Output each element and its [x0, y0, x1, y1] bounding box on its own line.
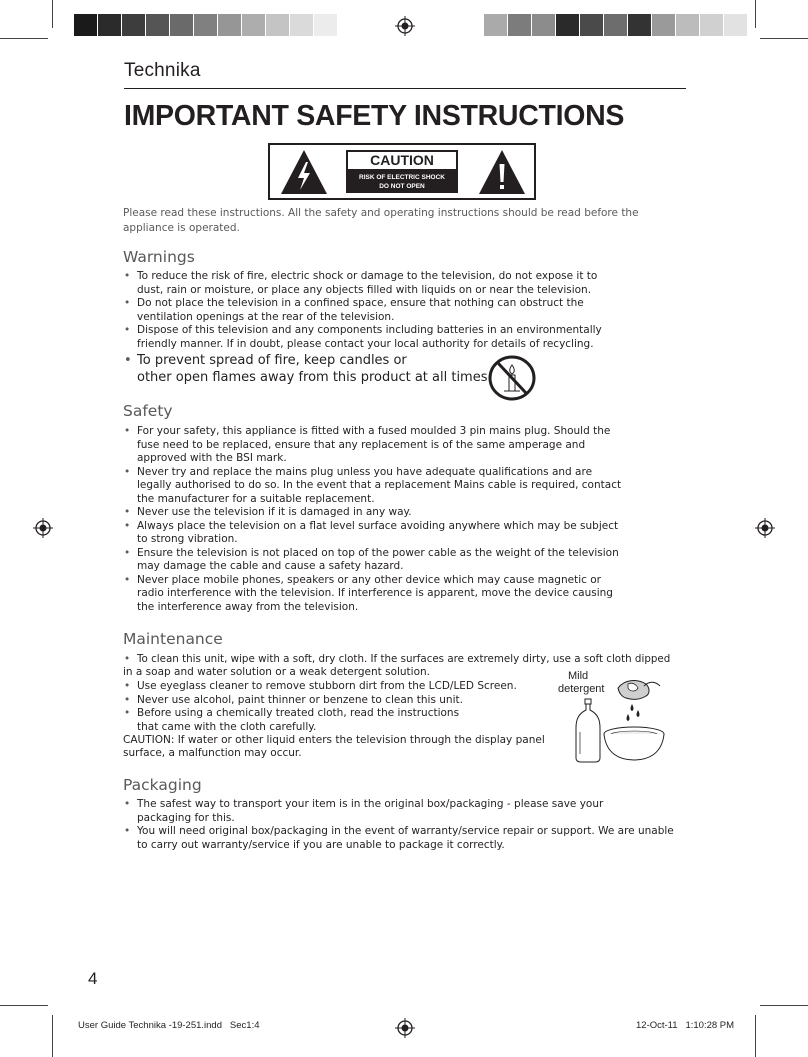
list-item — [123, 352, 618, 386]
caution-word: CAUTION — [346, 150, 458, 171]
list-item: • You will need original box/packaging in the event of warranty/service repair or support. We are unable to carry out warranty/service if you are unable to package it correctly. — [123, 825, 683, 852]
crop-mark — [755, 0, 756, 28]
maintenance-caution-2: surface, a malfunction may occur. — [123, 747, 302, 759]
caution-line-2: DO NOT OPEN — [379, 183, 425, 190]
safety-heading: Safety — [123, 402, 173, 420]
maintenance-first-item — [123, 653, 693, 667]
list-item: • Use eyeglass cleaner to remove stubborn dirt from the LCD/LED Screen. — [123, 680, 518, 694]
registration-mark-icon — [755, 518, 775, 538]
registration-mark-icon — [395, 1018, 415, 1038]
packaging-heading: Packaging — [123, 776, 202, 794]
no-open-flame-icon — [488, 355, 536, 401]
detergent-label-1: Mild — [568, 670, 589, 682]
list-item: • Before using a chemically treated cloth, read the instructions that came with the cloth carefully. — [123, 707, 477, 734]
maintenance-caution-1: CAUTION: If water or other liquid enters the television through the display panel — [123, 734, 545, 746]
caution-label — [268, 143, 536, 200]
header-rule — [124, 88, 686, 89]
exclamation-triangle-icon — [478, 149, 526, 195]
caution-center-panel — [346, 150, 458, 193]
crop-mark — [52, 1015, 53, 1057]
list-item: • To reduce the risk of fire, electric shock or damage to the television, do not expose it to dust, rain or moisture, or place any objects filled with liquids on or near the television. — [123, 270, 618, 297]
maintenance-heading: Maintenance — [123, 630, 223, 648]
list-item: • To clean this unit, wipe with a soft, dry cloth. If the surfaces are extremely dirty, use a soft cloth dipped — [123, 653, 693, 667]
maintenance-list — [123, 680, 518, 734]
page-title: IMPORTANT SAFETY INSTRUCTIONS — [124, 100, 625, 132]
list-item: • Never use alcohol, paint thinner or benzene to clean this unit. — [123, 694, 518, 708]
list-item: • Never try and replace the mains plug unless you have adequate qualifications and are legally authorised to do so. In the event that a replacement Mains cable is required, contact the manufacturer for a suitable replacement. — [123, 466, 623, 507]
list-item: • Never use the television if it is damaged in any way. — [123, 506, 623, 520]
crop-mark — [52, 0, 53, 28]
maintenance-first-cont: in a soap and water solution or a weak detergent solution. — [123, 666, 431, 678]
footer-file-info: User Guide Technika -19-251.indd Sec1:4 — [78, 1020, 260, 1031]
crop-mark — [0, 1005, 48, 1006]
crop-mark — [0, 38, 48, 39]
list-item: • Never place mobile phones, speakers or any other device which may cause magnetic or radio interference with the television. If interference is apparent, move the device causing the interference away from the television. — [123, 574, 623, 615]
crop-mark — [760, 38, 808, 39]
packaging-list — [123, 798, 683, 852]
warnings-list — [123, 270, 618, 386]
flame-warning-line-2: other open flames away from this product at all times — [137, 370, 488, 385]
caution-line-1: RISK OF ELECTRIC SHOCK — [359, 174, 445, 181]
registration-mark-icon — [33, 518, 53, 538]
list-item: • Do not place the television in a confined space, ensure that nothing can obstruct the ventilation openings at the rear of the television. — [123, 297, 618, 324]
detergent-label-2: detergent — [558, 683, 605, 695]
lightning-triangle-icon — [280, 149, 328, 195]
list-item: • Ensure the television is not placed on top of the power cable as the weight of the television may damage the cable and cause a safety hazard. — [123, 547, 623, 574]
color-bar-left — [74, 14, 338, 36]
intro-text: Please read these instructions. All the safety and operating instructions should be read before the appliance is operated. — [123, 207, 639, 234]
registration-mark-icon — [395, 16, 415, 36]
detergent-bowl-illustration-icon — [550, 670, 670, 765]
list-item: • The safest way to transport your item is in the original box/packaging - please save your packaging for this. — [123, 798, 617, 825]
brand-logo: Technika — [124, 60, 201, 81]
crop-mark — [755, 1015, 756, 1057]
warnings-heading: Warnings — [123, 248, 195, 266]
footer-timestamp: 12-Oct-11 1:10:28 PM — [636, 1020, 735, 1031]
list-item: • Always place the television on a flat level surface avoiding anywhere which may be subject to strong vibration. — [123, 520, 623, 547]
page-number: 4 — [88, 969, 98, 988]
color-bar-right — [484, 14, 748, 36]
list-item: • For your safety, this appliance is fitted with a fused moulded 3 pin mains plug. Should the fuse need to be replaced, ensure that any replacement is of the same amperage and approved with the BSI mark. — [123, 425, 623, 466]
list-item: • Dispose of this television and any components including batteries in an environmentally friendly manner. If in doubt, please contact your local authority for details of recycling. — [123, 324, 618, 351]
safety-list — [123, 425, 623, 614]
crop-mark — [760, 1005, 808, 1006]
flame-warning-line-1: To prevent spread of fire, keep candles or — [137, 353, 407, 368]
